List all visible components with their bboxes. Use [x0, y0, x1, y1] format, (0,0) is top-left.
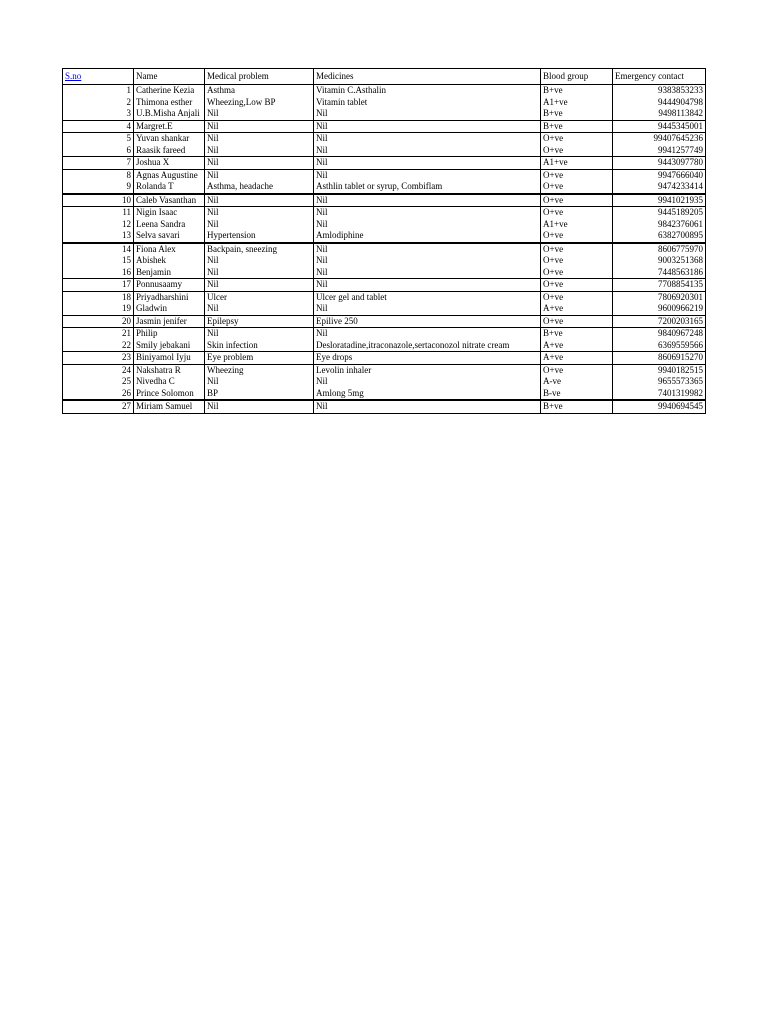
row-name: Nigin Isaac — [134, 207, 205, 219]
row-medical-problem: Nil — [205, 157, 314, 170]
row-medical-problem: Wheezing — [205, 364, 314, 376]
row-name: Fiona Alex — [134, 243, 205, 256]
row-sno: 26 — [63, 388, 134, 401]
row-medical-problem: Asthma — [205, 85, 314, 97]
row-blood-group: B+ve — [541, 108, 613, 120]
table-row — [63, 230, 706, 243]
row-name: Catherine Kezia — [134, 85, 205, 97]
row-medical-problem: Eye problem — [205, 352, 314, 365]
row-sno: 9 — [63, 181, 134, 194]
header-blood-group: Blood group — [541, 69, 613, 85]
row-sno: 21 — [63, 328, 134, 340]
row-name: Gladwin — [134, 303, 205, 315]
table-row — [63, 291, 706, 303]
table-row — [63, 85, 706, 97]
row-medicines: Nil — [314, 219, 541, 231]
row-sno: 23 — [63, 352, 134, 365]
row-name: Prince Solomon — [134, 388, 205, 401]
row-emergency-contact: 8606775970 — [613, 243, 706, 256]
table-row — [63, 194, 706, 207]
row-sno: 24 — [63, 364, 134, 376]
row-sno: 19 — [63, 303, 134, 315]
row-name: U.B.Misha Anjali — [134, 108, 205, 120]
header-row — [63, 69, 706, 85]
row-medical-problem: Nil — [205, 133, 314, 145]
table-row — [63, 279, 706, 292]
header-medicines: Medicines — [314, 69, 541, 85]
row-blood-group: B+ve — [541, 400, 613, 413]
row-blood-group: A1+ve — [541, 97, 613, 109]
row-name: Joshua X — [134, 157, 205, 170]
row-name: Margret.E — [134, 120, 205, 133]
row-name: Nivedha C — [134, 376, 205, 388]
row-medical-problem: Nil — [205, 279, 314, 292]
row-medical-problem: Wheezing,Low BP — [205, 97, 314, 109]
row-emergency-contact: 9842376061 — [613, 219, 706, 231]
table-row — [63, 315, 706, 328]
row-medical-problem: Nil — [205, 207, 314, 219]
row-sno: 22 — [63, 340, 134, 352]
row-medical-problem: Backpain, sneezing — [205, 243, 314, 256]
table-row — [63, 267, 706, 279]
row-emergency-contact: 9947666040 — [613, 169, 706, 181]
table-row — [63, 219, 706, 231]
row-emergency-contact: 9445345001 — [613, 120, 706, 133]
row-blood-group: B+ve — [541, 85, 613, 97]
row-emergency-contact: 9940182515 — [613, 364, 706, 376]
row-blood-group: O+ve — [541, 230, 613, 243]
row-medical-problem: Hypertension — [205, 230, 314, 243]
row-name: Philip — [134, 328, 205, 340]
row-medical-problem: Nil — [205, 145, 314, 157]
row-emergency-contact: 9941021935 — [613, 194, 706, 207]
table-row — [63, 400, 706, 413]
row-sno: 5 — [63, 133, 134, 145]
row-emergency-contact: 9840967248 — [613, 328, 706, 340]
row-medicines: Desloratadine,itraconazole,sertaconozol nitrate cream — [314, 340, 541, 352]
row-emergency-contact: 9498113842 — [613, 108, 706, 120]
row-sno: 10 — [63, 194, 134, 207]
row-sno: 13 — [63, 230, 134, 243]
table-row — [63, 133, 706, 145]
row-sno: 2 — [63, 97, 134, 109]
table-row — [63, 97, 706, 109]
row-emergency-contact: 9600966219 — [613, 303, 706, 315]
row-emergency-contact: 9474233414 — [613, 181, 706, 194]
row-medicines: Nil — [314, 279, 541, 292]
row-emergency-contact: 9383853233 — [613, 85, 706, 97]
row-medical-problem: Epilepsy — [205, 315, 314, 328]
row-medical-problem: Nil — [205, 169, 314, 181]
header-name: Name — [134, 69, 205, 85]
header-medical-problem: Medical problem — [205, 69, 314, 85]
row-blood-group: B+ve — [541, 120, 613, 133]
table-row — [63, 157, 706, 170]
row-blood-group: A1+ve — [541, 157, 613, 170]
table-row — [63, 169, 706, 181]
row-emergency-contact: 9445189205 — [613, 207, 706, 219]
row-sno: 7 — [63, 157, 134, 170]
row-medical-problem: Nil — [205, 376, 314, 388]
row-medical-problem: Ulcer — [205, 291, 314, 303]
row-medicines: Nil — [314, 267, 541, 279]
row-name: Raasik fareed — [134, 145, 205, 157]
row-sno: 6 — [63, 145, 134, 157]
row-name: Miriam Samuel — [134, 400, 205, 413]
table-row — [63, 145, 706, 157]
sno-header-link[interactable]: S.no — [65, 71, 82, 81]
row-medical-problem: Nil — [205, 400, 314, 413]
row-name: Leena Sandra — [134, 219, 205, 231]
row-emergency-contact: 8606915270 — [613, 352, 706, 365]
header-sno[interactable] — [63, 69, 134, 85]
row-blood-group: O+ve — [541, 364, 613, 376]
row-medicines: Nil — [314, 133, 541, 145]
row-medical-problem: Nil — [205, 267, 314, 279]
row-emergency-contact: 9003251368 — [613, 255, 706, 267]
row-medicines: Nil — [314, 157, 541, 170]
row-sno: 16 — [63, 267, 134, 279]
row-blood-group: A-ve — [541, 376, 613, 388]
row-blood-group: A+ve — [541, 303, 613, 315]
table-row — [63, 303, 706, 315]
row-name: Priyadharshini — [134, 291, 205, 303]
row-blood-group: O+ve — [541, 169, 613, 181]
row-medicines: Nil — [314, 376, 541, 388]
row-blood-group: A1+ve — [541, 219, 613, 231]
table-row — [63, 340, 706, 352]
row-name: Ponnusaamy — [134, 279, 205, 292]
row-name: Abishek — [134, 255, 205, 267]
row-sno: 4 — [63, 120, 134, 133]
row-emergency-contact: 7401319982 — [613, 388, 706, 401]
row-medicines: Nil — [314, 328, 541, 340]
row-blood-group: B+ve — [541, 328, 613, 340]
row-medicines: Amlodiphine — [314, 230, 541, 243]
row-emergency-contact: 6369559566 — [613, 340, 706, 352]
row-blood-group: O+ve — [541, 279, 613, 292]
row-sno: 20 — [63, 315, 134, 328]
row-medicines: Nil — [314, 303, 541, 315]
row-emergency-contact: 7448563186 — [613, 267, 706, 279]
row-medicines: Ulcer gel and tablet — [314, 291, 541, 303]
row-name: Agnas Augustine — [134, 169, 205, 181]
table-row — [63, 388, 706, 401]
row-name: Selva savari — [134, 230, 205, 243]
row-blood-group: A+ve — [541, 340, 613, 352]
row-name: Caleb Vasanthan — [134, 194, 205, 207]
row-sno: 18 — [63, 291, 134, 303]
row-medicines: Nil — [314, 169, 541, 181]
row-blood-group: O+ve — [541, 133, 613, 145]
row-emergency-contact: 99407645236 — [613, 133, 706, 145]
row-medicines: Vitamin tablet — [314, 97, 541, 109]
row-medical-problem: BP — [205, 388, 314, 401]
row-blood-group: O+ve — [541, 315, 613, 328]
row-medicines: Asthlin tablet or syrup, Combiflam — [314, 181, 541, 194]
row-sno: 17 — [63, 279, 134, 292]
row-medical-problem: Nil — [205, 255, 314, 267]
row-blood-group: O+ve — [541, 267, 613, 279]
row-sno: 15 — [63, 255, 134, 267]
medical-records-table — [62, 68, 706, 414]
row-medicines: Nil — [314, 400, 541, 413]
row-name: Thimona esther — [134, 97, 205, 109]
row-medicines: Vitamin C.Asthalin — [314, 85, 541, 97]
row-sno: 3 — [63, 108, 134, 120]
row-name: Yuvan shankar — [134, 133, 205, 145]
row-blood-group: O+ve — [541, 291, 613, 303]
row-medicines: Amlong 5mg — [314, 388, 541, 401]
row-medical-problem: Nil — [205, 108, 314, 120]
row-name: Nakshatra R — [134, 364, 205, 376]
row-emergency-contact: 9941257749 — [613, 145, 706, 157]
table-row — [63, 181, 706, 194]
row-sno: 27 — [63, 400, 134, 413]
row-sno: 14 — [63, 243, 134, 256]
row-medical-problem: Nil — [205, 328, 314, 340]
table-body — [63, 85, 706, 414]
row-blood-group: O+ve — [541, 255, 613, 267]
row-name: Benjamin — [134, 267, 205, 279]
row-medicines: Nil — [314, 207, 541, 219]
row-emergency-contact: 6382700895 — [613, 230, 706, 243]
row-blood-group: B-ve — [541, 388, 613, 401]
table-row — [63, 328, 706, 340]
row-medicines: Nil — [314, 145, 541, 157]
table-row — [63, 108, 706, 120]
row-medical-problem: Asthma, headache — [205, 181, 314, 194]
row-blood-group: O+ve — [541, 145, 613, 157]
row-medical-problem: Nil — [205, 219, 314, 231]
row-medicines: Eye drops — [314, 352, 541, 365]
row-name: Biniyamol Iyju — [134, 352, 205, 365]
row-blood-group: A+ve — [541, 352, 613, 365]
row-emergency-contact: 9655573365 — [613, 376, 706, 388]
row-sno: 25 — [63, 376, 134, 388]
row-emergency-contact: 9940694545 — [613, 400, 706, 413]
row-blood-group: O+ve — [541, 243, 613, 256]
row-blood-group: O+ve — [541, 207, 613, 219]
table-row — [63, 243, 706, 256]
table-row — [63, 255, 706, 267]
row-emergency-contact: 9443097780 — [613, 157, 706, 170]
table-row — [63, 364, 706, 376]
row-sno: 1 — [63, 85, 134, 97]
row-medical-problem: Skin infection — [205, 340, 314, 352]
row-emergency-contact: 7200203165 — [613, 315, 706, 328]
row-medicines: Nil — [314, 108, 541, 120]
row-blood-group: O+ve — [541, 194, 613, 207]
row-name: Jasmin jenifer — [134, 315, 205, 328]
row-sno: 12 — [63, 219, 134, 231]
row-name: Smily jebakani — [134, 340, 205, 352]
row-medicines: Nil — [314, 255, 541, 267]
table-row — [63, 376, 706, 388]
table-row — [63, 207, 706, 219]
row-medicines: Nil — [314, 194, 541, 207]
row-medicines: Epilive 250 — [314, 315, 541, 328]
row-emergency-contact: 9444904798 — [613, 97, 706, 109]
row-medicines: Nil — [314, 120, 541, 133]
row-medical-problem: Nil — [205, 120, 314, 133]
row-medicines: Levolin inhaler — [314, 364, 541, 376]
row-emergency-contact: 7806920301 — [613, 291, 706, 303]
row-emergency-contact: 7708854135 — [613, 279, 706, 292]
row-sno: 11 — [63, 207, 134, 219]
table-row — [63, 352, 706, 365]
row-medical-problem: Nil — [205, 303, 314, 315]
row-medicines: Nil — [314, 243, 541, 256]
row-name: Rolanda T — [134, 181, 205, 194]
header-emergency-contact: Emergency contact — [613, 69, 706, 85]
table-row — [63, 120, 706, 133]
row-blood-group: O+ve — [541, 181, 613, 194]
row-medical-problem: Nil — [205, 194, 314, 207]
row-sno: 8 — [63, 169, 134, 181]
